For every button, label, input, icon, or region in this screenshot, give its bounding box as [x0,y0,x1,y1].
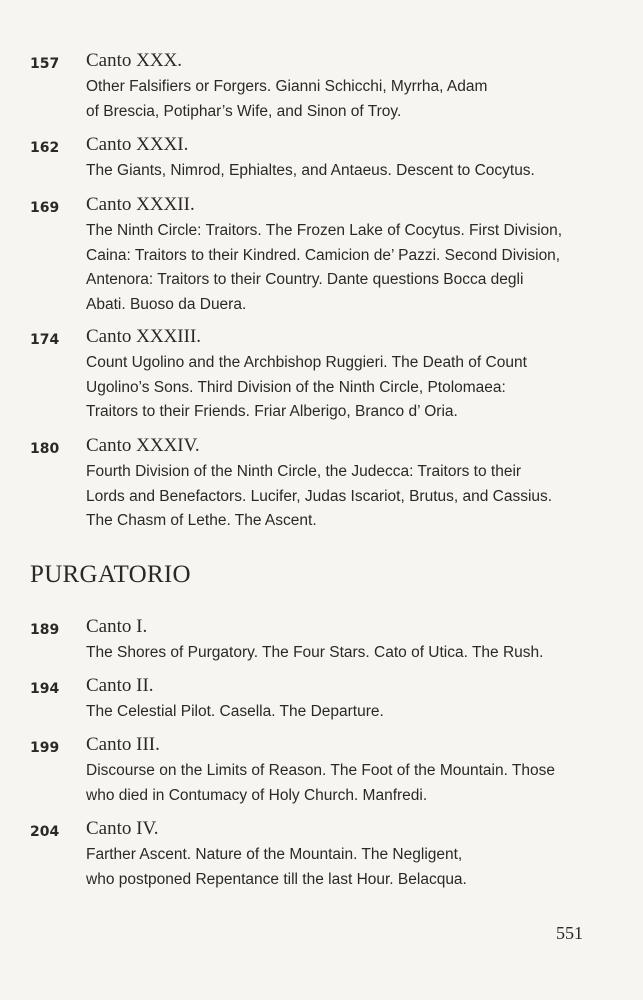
canto-summary [86,843,467,892]
canto-summary [86,759,555,808]
summary-line: The Giants, Nimrod, Ephialtes, and Antaeus. Descent to Cocytus. [86,162,535,179]
entry-page-number: 204 [30,824,60,840]
entry-page-number: 189 [30,622,60,638]
summary-line: Farther Ascent. Nature of the Mountain. The Negligent, [86,846,463,863]
summary-line: The Celestial Pilot. Casella. The Departure. [86,703,384,720]
canto-summary [86,219,562,317]
entry-page-number: 180 [30,441,60,457]
summary-line: Count Ugolino and the Archbishop Ruggieri. The Death of Count [86,354,527,371]
summary-line: The Ninth Circle: Traitors. The Frozen Lake of Cocytus. First Division, [86,222,563,239]
canto-summary [86,75,487,124]
canto-summary [86,460,552,534]
canto-title: Canto I. [86,616,148,637]
summary-line: who postponed Repentance till the last Hour. Belacqua. [86,870,467,888]
summary-line: of Brescia, Potiphar’s Wife, and Sinon of Troy. [86,102,402,120]
section-heading: PURGATORIO [30,561,191,588]
summary-line: Traitors to their Friends. Friar Alberigo, Branco d’ Oria. [86,403,458,420]
canto-summary [86,641,543,666]
canto-title: Canto XXXII. [86,194,195,215]
summary-line: The Chasm of Lethe. The Ascent. [86,512,317,529]
entry-page-number: 157 [30,56,60,72]
summary-line: Other Falsifiers or Forgers. Gianni Schicchi, Myrrha, Adam [86,78,488,95]
canto-title: Canto XXXI. [86,134,189,155]
entry-page-number: 162 [30,140,60,156]
summary-line: Antenora: Traitors to their Country. Dante questions Bocca degli [86,271,524,288]
summary-line: who died in Contumacy of Holy Church. Manfredi. [86,786,428,804]
page-number: 551 [556,923,583,943]
canto-title: Canto IV. [86,818,159,839]
entry-page-number: 169 [30,200,60,216]
canto-title: Canto II. [86,675,154,696]
canto-title: Canto XXXIII. [86,326,202,347]
summary-line: Discourse on the Limits of Reason. The Foot of the Mountain. Those [86,762,555,779]
summary-line: Caina: Traitors to their Kindred. Camicion de’ Pazzi. Second Division, [86,246,561,264]
summary-line: Abati. Buoso da Duera. [86,295,247,313]
canto-title: Canto XXX. [86,50,183,71]
summary-line: Ugolino’s Sons. Third Division of the Ninth Circle, Ptolomaea: [86,378,506,396]
canto-summary [86,700,384,725]
canto-title: Canto III. [86,734,160,755]
entry-page-number: 194 [30,681,60,697]
summary-line: The Shores of Purgatory. The Four Stars. Cato of Utica. The Rush. [86,644,544,661]
entry-page-number: 199 [30,740,60,756]
summary-line: Fourth Division of the Ninth Circle, the Judecca: Traitors to their [86,463,522,480]
canto-title: Canto XXXIV. [86,435,200,456]
entry-page-number: 174 [30,332,60,348]
summary-line: Lords and Benefactors. Lucifer, Judas Iscariot, Brutus, and Cassius. [86,487,553,505]
canto-summary [86,159,535,184]
canto-summary [86,351,527,425]
